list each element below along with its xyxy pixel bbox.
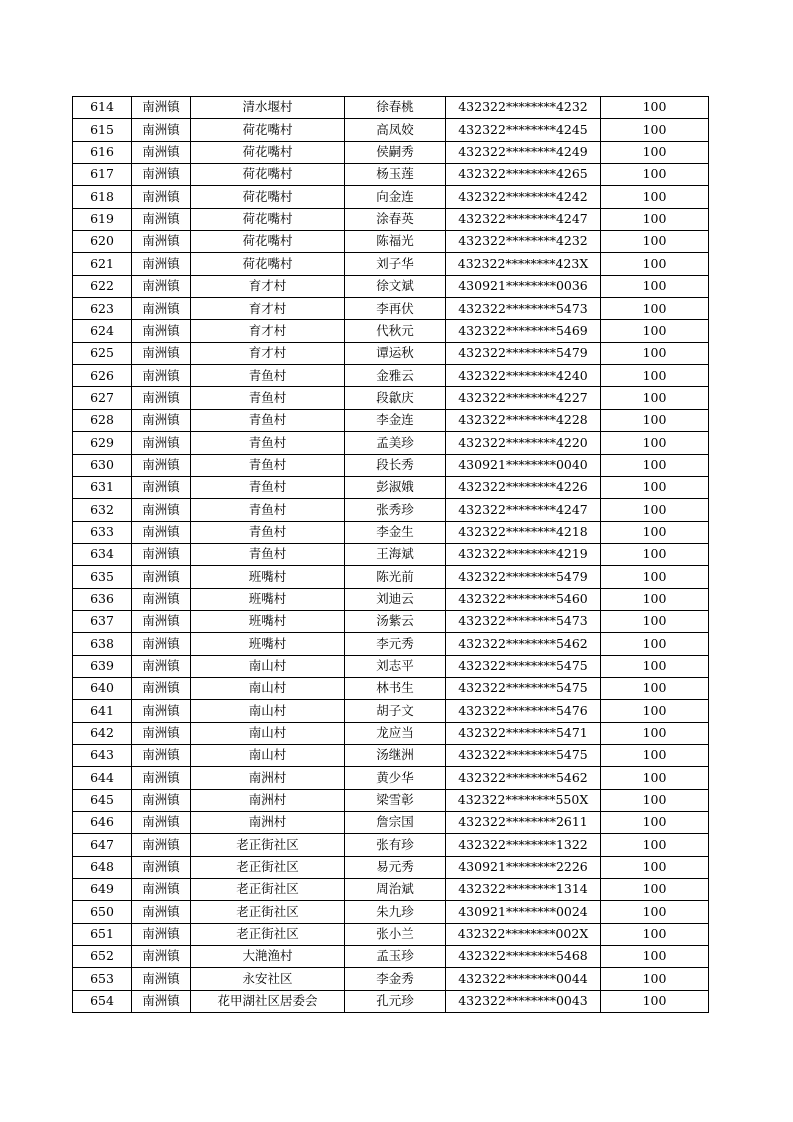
cell-village: 青鱼村	[191, 521, 345, 543]
cell-index: 614	[73, 97, 132, 119]
cell-index: 627	[73, 387, 132, 409]
cell-town: 南洲镇	[132, 409, 191, 431]
subsidy-list-table	[72, 96, 709, 1013]
cell-id-number: 432322********4245	[446, 119, 601, 141]
cell-amount: 100	[601, 387, 709, 409]
cell-village: 南洲村	[191, 789, 345, 811]
cell-id-number: 430921********0036	[446, 275, 601, 297]
cell-town: 南洲镇	[132, 610, 191, 632]
cell-id-number: 432322********5473	[446, 298, 601, 320]
cell-town: 南洲镇	[132, 923, 191, 945]
cell-name: 段长秀	[345, 454, 446, 476]
table-row	[73, 253, 709, 275]
cell-town: 南洲镇	[132, 588, 191, 610]
table-row	[73, 946, 709, 968]
table-row	[73, 767, 709, 789]
cell-index: 624	[73, 320, 132, 342]
cell-village: 青鱼村	[191, 499, 345, 521]
cell-amount: 100	[601, 208, 709, 230]
cell-index: 616	[73, 141, 132, 163]
cell-index: 617	[73, 164, 132, 186]
table-row	[73, 231, 709, 253]
cell-index: 643	[73, 744, 132, 766]
cell-id-number: 432322********5460	[446, 588, 601, 610]
table-row	[73, 968, 709, 990]
table-row	[73, 499, 709, 521]
cell-village: 荷花嘴村	[191, 186, 345, 208]
cell-amount: 100	[601, 722, 709, 744]
cell-name: 张有珍	[345, 834, 446, 856]
table-row	[73, 856, 709, 878]
table-row	[73, 923, 709, 945]
cell-village: 大滟渔村	[191, 946, 345, 968]
table-row	[73, 588, 709, 610]
cell-index: 645	[73, 789, 132, 811]
cell-amount: 100	[601, 454, 709, 476]
cell-town: 南洲镇	[132, 253, 191, 275]
cell-name: 孔元珍	[345, 990, 446, 1012]
cell-village: 老正街社区	[191, 923, 345, 945]
table-row	[73, 387, 709, 409]
cell-amount: 100	[601, 744, 709, 766]
cell-name: 汤紫云	[345, 610, 446, 632]
cell-index: 615	[73, 119, 132, 141]
cell-village: 南山村	[191, 722, 345, 744]
cell-amount: 100	[601, 164, 709, 186]
table-body	[73, 97, 709, 1013]
cell-name: 李金秀	[345, 968, 446, 990]
cell-index: 654	[73, 990, 132, 1012]
cell-id-number: 432322********4232	[446, 231, 601, 253]
table-row	[73, 610, 709, 632]
cell-amount: 100	[601, 499, 709, 521]
cell-id-number: 432322********5475	[446, 677, 601, 699]
cell-amount: 100	[601, 432, 709, 454]
cell-town: 南洲镇	[132, 164, 191, 186]
cell-id-number: 432322********1322	[446, 834, 601, 856]
cell-amount: 100	[601, 901, 709, 923]
cell-village: 青鱼村	[191, 476, 345, 498]
cell-index: 638	[73, 633, 132, 655]
cell-index: 634	[73, 543, 132, 565]
cell-amount: 100	[601, 700, 709, 722]
cell-amount: 100	[601, 409, 709, 431]
cell-amount: 100	[601, 812, 709, 834]
cell-amount: 100	[601, 834, 709, 856]
cell-town: 南洲镇	[132, 342, 191, 364]
cell-amount: 100	[601, 610, 709, 632]
cell-index: 631	[73, 476, 132, 498]
cell-village: 花甲湖社区居委会	[191, 990, 345, 1012]
cell-town: 南洲镇	[132, 97, 191, 119]
cell-name: 陈光前	[345, 566, 446, 588]
table-row	[73, 543, 709, 565]
cell-town: 南洲镇	[132, 700, 191, 722]
cell-village: 青鱼村	[191, 454, 345, 476]
cell-town: 南洲镇	[132, 946, 191, 968]
cell-village: 青鱼村	[191, 543, 345, 565]
cell-amount: 100	[601, 320, 709, 342]
cell-town: 南洲镇	[132, 744, 191, 766]
cell-index: 644	[73, 767, 132, 789]
cell-amount: 100	[601, 566, 709, 588]
cell-town: 南洲镇	[132, 387, 191, 409]
cell-id-number: 432322********4265	[446, 164, 601, 186]
cell-amount: 100	[601, 342, 709, 364]
table-row	[73, 208, 709, 230]
cell-village: 南山村	[191, 744, 345, 766]
cell-id-number: 432322********4228	[446, 409, 601, 431]
cell-town: 南洲镇	[132, 208, 191, 230]
cell-id-number: 432322********4220	[446, 432, 601, 454]
cell-town: 南洲镇	[132, 432, 191, 454]
table-row	[73, 700, 709, 722]
cell-name: 龙应当	[345, 722, 446, 744]
table-row	[73, 901, 709, 923]
cell-index: 653	[73, 968, 132, 990]
cell-town: 南洲镇	[132, 722, 191, 744]
cell-index: 636	[73, 588, 132, 610]
cell-village: 育才村	[191, 320, 345, 342]
cell-village: 永安社区	[191, 968, 345, 990]
cell-id-number: 432322********4240	[446, 365, 601, 387]
cell-name: 刘子华	[345, 253, 446, 275]
cell-town: 南洲镇	[132, 566, 191, 588]
cell-village: 南山村	[191, 700, 345, 722]
cell-name: 李再伏	[345, 298, 446, 320]
cell-town: 南洲镇	[132, 499, 191, 521]
cell-id-number: 432322********5469	[446, 320, 601, 342]
cell-name: 刘迪云	[345, 588, 446, 610]
cell-village: 荷花嘴村	[191, 141, 345, 163]
cell-town: 南洲镇	[132, 521, 191, 543]
cell-town: 南洲镇	[132, 767, 191, 789]
cell-village: 荷花嘴村	[191, 119, 345, 141]
cell-town: 南洲镇	[132, 454, 191, 476]
cell-index: 623	[73, 298, 132, 320]
cell-name: 易元秀	[345, 856, 446, 878]
cell-amount: 100	[601, 476, 709, 498]
cell-village: 南洲村	[191, 812, 345, 834]
cell-index: 632	[73, 499, 132, 521]
cell-amount: 100	[601, 789, 709, 811]
cell-amount: 100	[601, 253, 709, 275]
cell-index: 642	[73, 722, 132, 744]
cell-id-number: 432322********550X	[446, 789, 601, 811]
cell-name: 徐春桃	[345, 97, 446, 119]
cell-village: 青鱼村	[191, 365, 345, 387]
cell-name: 孟美珍	[345, 432, 446, 454]
cell-id-number: 432322********5479	[446, 566, 601, 588]
cell-village: 荷花嘴村	[191, 231, 345, 253]
cell-town: 南洲镇	[132, 543, 191, 565]
cell-name: 段歙庆	[345, 387, 446, 409]
cell-id-number: 432322********5471	[446, 722, 601, 744]
cell-town: 南洲镇	[132, 677, 191, 699]
cell-id-number: 432322********4226	[446, 476, 601, 498]
cell-village: 班嘴村	[191, 610, 345, 632]
cell-id-number: 432322********5475	[446, 744, 601, 766]
cell-town: 南洲镇	[132, 879, 191, 901]
cell-name: 汤继洲	[345, 744, 446, 766]
cell-index: 625	[73, 342, 132, 364]
cell-index: 649	[73, 879, 132, 901]
cell-amount: 100	[601, 298, 709, 320]
cell-id-number: 432322********4249	[446, 141, 601, 163]
cell-id-number: 432322********2611	[446, 812, 601, 834]
table-row	[73, 633, 709, 655]
table-row	[73, 432, 709, 454]
cell-town: 南洲镇	[132, 968, 191, 990]
cell-amount: 100	[601, 633, 709, 655]
cell-id-number: 432322********0043	[446, 990, 601, 1012]
cell-id-number: 432322********002X	[446, 923, 601, 945]
cell-name: 李元秀	[345, 633, 446, 655]
cell-id-number: 432322********423X	[446, 253, 601, 275]
cell-amount: 100	[601, 923, 709, 945]
cell-amount: 100	[601, 186, 709, 208]
cell-id-number: 432322********4242	[446, 186, 601, 208]
cell-id-number: 432322********4247	[446, 499, 601, 521]
table-row	[73, 990, 709, 1012]
cell-town: 南洲镇	[132, 476, 191, 498]
cell-town: 南洲镇	[132, 119, 191, 141]
cell-index: 621	[73, 253, 132, 275]
cell-index: 635	[73, 566, 132, 588]
table-row	[73, 298, 709, 320]
cell-id-number: 432322********5462	[446, 767, 601, 789]
table-row	[73, 879, 709, 901]
cell-index: 648	[73, 856, 132, 878]
cell-name: 杨玉莲	[345, 164, 446, 186]
cell-amount: 100	[601, 946, 709, 968]
table-row	[73, 409, 709, 431]
cell-village: 南洲村	[191, 767, 345, 789]
cell-id-number: 430921********2226	[446, 856, 601, 878]
cell-name: 李金生	[345, 521, 446, 543]
cell-town: 南洲镇	[132, 655, 191, 677]
cell-amount: 100	[601, 767, 709, 789]
cell-amount: 100	[601, 879, 709, 901]
cell-name: 高凤姣	[345, 119, 446, 141]
cell-name: 张秀珍	[345, 499, 446, 521]
cell-amount: 100	[601, 990, 709, 1012]
cell-name: 陈福光	[345, 231, 446, 253]
cell-town: 南洲镇	[132, 990, 191, 1012]
cell-town: 南洲镇	[132, 275, 191, 297]
cell-amount: 100	[601, 543, 709, 565]
cell-index: 628	[73, 409, 132, 431]
cell-village: 老正街社区	[191, 856, 345, 878]
cell-amount: 100	[601, 141, 709, 163]
cell-name: 侯嗣秀	[345, 141, 446, 163]
table-row	[73, 476, 709, 498]
cell-index: 630	[73, 454, 132, 476]
table-row	[73, 119, 709, 141]
cell-village: 老正街社区	[191, 901, 345, 923]
cell-name: 金雅云	[345, 365, 446, 387]
table-row	[73, 834, 709, 856]
cell-index: 619	[73, 208, 132, 230]
table-row	[73, 320, 709, 342]
table-row	[73, 164, 709, 186]
cell-town: 南洲镇	[132, 320, 191, 342]
cell-amount: 100	[601, 588, 709, 610]
cell-village: 班嘴村	[191, 633, 345, 655]
cell-index: 646	[73, 812, 132, 834]
cell-index: 626	[73, 365, 132, 387]
cell-town: 南洲镇	[132, 834, 191, 856]
cell-village: 老正街社区	[191, 834, 345, 856]
cell-village: 老正街社区	[191, 879, 345, 901]
cell-index: 650	[73, 901, 132, 923]
cell-id-number: 432322********4219	[446, 543, 601, 565]
cell-town: 南洲镇	[132, 812, 191, 834]
cell-town: 南洲镇	[132, 901, 191, 923]
cell-index: 641	[73, 700, 132, 722]
cell-index: 622	[73, 275, 132, 297]
cell-amount: 100	[601, 521, 709, 543]
table-row	[73, 342, 709, 364]
cell-name: 徐文斌	[345, 275, 446, 297]
cell-name: 涂春英	[345, 208, 446, 230]
cell-id-number: 432322********0044	[446, 968, 601, 990]
cell-name: 胡子文	[345, 700, 446, 722]
table-row	[73, 722, 709, 744]
cell-village: 荷花嘴村	[191, 208, 345, 230]
cell-index: 637	[73, 610, 132, 632]
table-row	[73, 97, 709, 119]
cell-name: 李金连	[345, 409, 446, 431]
cell-village: 育才村	[191, 275, 345, 297]
cell-id-number: 432322********4232	[446, 97, 601, 119]
cell-name: 梁雪彰	[345, 789, 446, 811]
cell-amount: 100	[601, 365, 709, 387]
table-row	[73, 566, 709, 588]
cell-id-number: 432322********1314	[446, 879, 601, 901]
cell-index: 639	[73, 655, 132, 677]
table-row	[73, 744, 709, 766]
cell-town: 南洲镇	[132, 856, 191, 878]
table-row	[73, 812, 709, 834]
cell-town: 南洲镇	[132, 365, 191, 387]
cell-name: 向金连	[345, 186, 446, 208]
cell-name: 刘志平	[345, 655, 446, 677]
cell-village: 班嘴村	[191, 588, 345, 610]
table-row	[73, 141, 709, 163]
cell-id-number: 432322********5462	[446, 633, 601, 655]
cell-village: 南山村	[191, 677, 345, 699]
cell-id-number: 432322********5475	[446, 655, 601, 677]
cell-name: 代秋元	[345, 320, 446, 342]
cell-amount: 100	[601, 275, 709, 297]
cell-village: 育才村	[191, 298, 345, 320]
cell-village: 荷花嘴村	[191, 164, 345, 186]
cell-village: 青鱼村	[191, 432, 345, 454]
cell-village: 清水堰村	[191, 97, 345, 119]
cell-id-number: 432322********5473	[446, 610, 601, 632]
cell-amount: 100	[601, 231, 709, 253]
cell-name: 彭淑娥	[345, 476, 446, 498]
table-row	[73, 521, 709, 543]
cell-village: 青鱼村	[191, 409, 345, 431]
cell-name: 周治斌	[345, 879, 446, 901]
cell-village: 南山村	[191, 655, 345, 677]
cell-village: 荷花嘴村	[191, 253, 345, 275]
cell-id-number: 432322********5468	[446, 946, 601, 968]
cell-index: 629	[73, 432, 132, 454]
cell-index: 620	[73, 231, 132, 253]
cell-amount: 100	[601, 97, 709, 119]
cell-name: 林书生	[345, 677, 446, 699]
table-row	[73, 677, 709, 699]
cell-index: 640	[73, 677, 132, 699]
cell-amount: 100	[601, 677, 709, 699]
cell-amount: 100	[601, 856, 709, 878]
cell-town: 南洲镇	[132, 789, 191, 811]
table-row	[73, 186, 709, 208]
cell-village: 班嘴村	[191, 566, 345, 588]
cell-name: 黄少华	[345, 767, 446, 789]
cell-amount: 100	[601, 119, 709, 141]
cell-town: 南洲镇	[132, 186, 191, 208]
cell-name: 孟玉珍	[345, 946, 446, 968]
cell-village: 青鱼村	[191, 387, 345, 409]
cell-index: 633	[73, 521, 132, 543]
cell-name: 谭运秋	[345, 342, 446, 364]
table-row	[73, 789, 709, 811]
table-row	[73, 454, 709, 476]
table-row	[73, 275, 709, 297]
cell-id-number: 430921********0024	[446, 901, 601, 923]
cell-town: 南洲镇	[132, 633, 191, 655]
cell-id-number: 430921********0040	[446, 454, 601, 476]
cell-index: 618	[73, 186, 132, 208]
table-row	[73, 655, 709, 677]
table-row	[73, 365, 709, 387]
cell-index: 647	[73, 834, 132, 856]
cell-name: 张小兰	[345, 923, 446, 945]
cell-town: 南洲镇	[132, 141, 191, 163]
cell-village: 育才村	[191, 342, 345, 364]
cell-town: 南洲镇	[132, 298, 191, 320]
cell-id-number: 432322********4218	[446, 521, 601, 543]
cell-id-number: 432322********4247	[446, 208, 601, 230]
cell-amount: 100	[601, 968, 709, 990]
cell-name: 王海斌	[345, 543, 446, 565]
cell-town: 南洲镇	[132, 231, 191, 253]
cell-id-number: 432322********5476	[446, 700, 601, 722]
cell-index: 651	[73, 923, 132, 945]
cell-name: 詹宗国	[345, 812, 446, 834]
cell-amount: 100	[601, 655, 709, 677]
cell-id-number: 432322********4227	[446, 387, 601, 409]
cell-index: 652	[73, 946, 132, 968]
cell-id-number: 432322********5479	[446, 342, 601, 364]
cell-name: 朱九珍	[345, 901, 446, 923]
